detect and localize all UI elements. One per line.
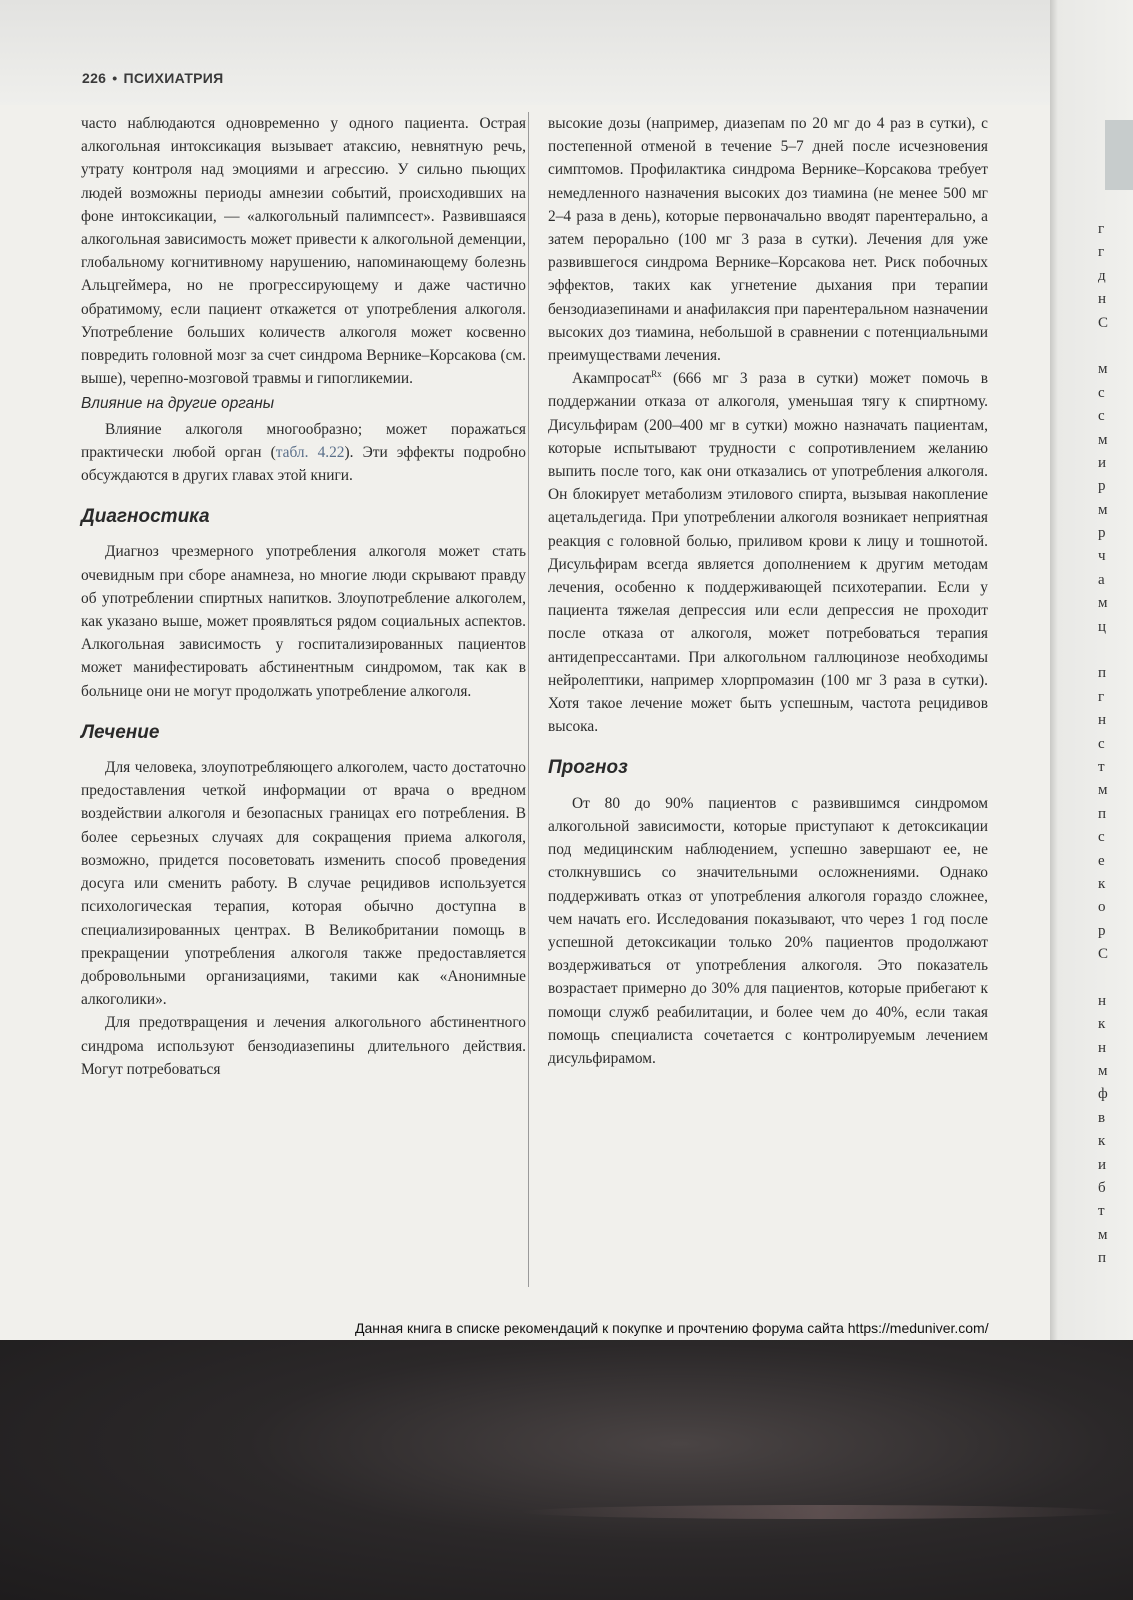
next-page-letter: м [1098, 1226, 1108, 1243]
watermark-text: Данная книга в списке рекомендаций к покупке и прочтению форума сайта https://meduniver.com/ [355, 1320, 989, 1336]
next-page-letter: н [1098, 1039, 1107, 1056]
next-page-letter: т [1098, 758, 1105, 775]
next-page-letter: р [1098, 478, 1106, 495]
next-page-letter: с [1098, 829, 1105, 846]
prescription-marker: Rx [651, 369, 662, 380]
right-column [548, 112, 988, 1070]
next-page-color-box [1105, 120, 1133, 190]
next-page-letter: д [1098, 267, 1106, 284]
next-page-letter: а [1098, 571, 1105, 588]
next-page-letter: г [1098, 221, 1105, 237]
next-page-letter: к [1098, 1016, 1106, 1033]
next-page-letter: р [1098, 922, 1106, 939]
scan-background-shadow [0, 1340, 1133, 1600]
section-heading-treatment: Лечение [81, 721, 160, 743]
next-page-letter [1098, 967, 1128, 990]
next-page-letter [1098, 335, 1128, 358]
table-reference-link[interactable]: табл. 4.22 [275, 443, 345, 461]
next-page-letter: м [1098, 595, 1108, 612]
next-page-letter: п [1098, 805, 1107, 822]
next-page-letter: п [1098, 1250, 1107, 1267]
paragraph: Диагноз чрезмерного употребления алкоголя может стать очевидным при сборе анамнеза, но многие люди скрывают правду об употреблении спиртных напитков. Злоупотребление алкоголем, как указано выше, может проявляться рядом социальных аспектов. Алкогольная зависимость у госпитализированных пациентов может манифестировать абстинентным синдромом, так как в больнице они не могут продолжать употребление алкоголя. [81, 543, 526, 700]
section-heading-prognosis: Прогноз [548, 757, 628, 779]
next-page-letter: м [1098, 1063, 1108, 1080]
paragraph: Для предотвращения и лечения алкогольного абстинентного синдрома используют бензодиазепины длительного действия. Могут потребоваться [81, 1014, 526, 1078]
next-page-letters [1098, 218, 1128, 1271]
next-page-letter: м [1098, 361, 1108, 378]
next-page-letter: ч [1098, 548, 1106, 565]
next-page-letter: и [1098, 454, 1107, 471]
next-page-letter: е [1098, 852, 1105, 869]
next-page-letter: с [1098, 735, 1105, 752]
next-page-letter: и [1098, 1156, 1107, 1173]
scan-glare [520, 1505, 1120, 1519]
next-page-letter: к [1098, 875, 1106, 892]
next-page-letter: С [1098, 946, 1109, 963]
paragraph: Акампросат$^{Rx}$ (666 мг 3 раза в сутки) может помочь в поддержании отказа от алкоголя, уменьшая тягу к спиртному. Дисульфирам (200–400 мг в сутки) можно назначать пациентам, которые испытывают трудности с сопротивлением желанию выпить после того, как они отказались от употребления алкоголя. Он блокирует метаболизм этилового спирта, вызывая накопление ацетальдегида. При употреблении алкоголя возникает неприятная реакция с головной болью, приливом крови к лицу и тошнотой. Дисульфирам всегда является дополнением к другим методам лечения, особенно к поддерживающей психотерапии. Если у пациента тяжелая депрессия или если депрессия не проходит после отказа от алкоголя, может потребоваться терапия антидепрессантами. При алкогольном галлюцинозе необходимы нейролептики, например хлорпромазин (100 мг 3 раза в сутки). Хотя такое лечение может быть успешным, частота рецидивов высока. [548, 369, 988, 736]
next-page-letter: н [1098, 992, 1107, 1009]
next-page-letter: т [1098, 1203, 1105, 1220]
next-page-letter: с [1098, 408, 1105, 425]
next-page-letter: б [1098, 1180, 1106, 1197]
next-page-letter: с [1098, 384, 1105, 401]
next-page-letter: г [1098, 688, 1105, 705]
next-page-letter: ф [1098, 1086, 1108, 1103]
next-page-letter: С [1098, 314, 1109, 331]
next-page-letter: о [1098, 899, 1106, 916]
paragraph: часто наблюдаются одновременно у одного пациента. Острая алкогольная интоксикация вызывает атаксию, невнятную речь, утрату контроля над эмоциями и агрессию. У сильно пьющих людей возможны периоды амнезии событий, происходивших на фоне интоксикации, — «алкогольный палимпсест». Развившаяся алкогольная зависимость может привести к алкогольной деменции, глобальному когнитивному нарушению, напоминающему болезнь Альцгеймера, но не прогрессирующему и даже частично обратимому, если пациент откажется от употребления алкоголя. Употребление больших количеств алкоголя может косвенно повредить головной мозг за счет синдрома Вернике–Корсакова (см. выше), черепно-мозговой травмы и гипогликемии. [81, 115, 526, 388]
left-column [81, 112, 526, 1081]
next-page-letter: в [1098, 1109, 1106, 1126]
header-bullet: • [112, 70, 118, 86]
paragraph: высокие дозы (например, диазепам по 20 мг до 4 раз в сутки), с постепенной отменой в течение 5–7 дней после исчезновения симптомов. Профилактика синдрома Вернике–Корсакова требует немедленного назначения высоких доз тиамина (не менее 500 мг 2–4 раза в день), которые первоначально вводят парентерально, а затем перорально (100 мг 3 раза в сутки). Лечения для уже развившегося синдрома Вернике–Корсакова нет. Риск побочных эффектов, таких как угнетение дыхания при терапии бензодиазепинами и анафилаксия при парентеральном назначении высоких доз тиамина, небольшой в сравнении с потенциальными преимуществами лечения. [548, 115, 988, 365]
next-page-letter: к [1098, 1133, 1106, 1150]
paragraph: От 80 до 90% пациентов с развившимся синдромом алкогольной зависимости, которые приступают к детоксикации под медицинским наблюдением, успешно завершают ее, не столкнувшись со значительными осложнениями. Однако поддерживать отказ от употребления алкоголя гораздо сложнее, чем начать его. Исследования показывают, что через 1 год после успешной детоксикации только 20% пациентов продолжают воздерживаться от употребления алкоголя. Это показатель возрастает примерно до 30% для пациентов, которые прибегают к помощи служб реабилитации, и более чем до 40%, если такая помощь специалиста сочетается с контролируемым лечением дисульфирамом. [548, 794, 988, 1067]
next-page-letter [1098, 639, 1128, 662]
paragraph: Для человека, злоупотребляющего алкоголем, часто достаточно предоставления четкой информации от врача о вредном воздействии алкоголя и безопасных границах его потребления. В более серьезных случаях для сокращения приема алкоголя, возможно, придется посоветовать изменить способ проведения досуга или сменить работу. В случае рецидивов используется психологическая терапия, которая обычно доступна в специализированных центрах. В Великобритании помощь в прекращении употребления алкоголя также предоставляется добровольными организациями, такими как «Анонимные алкоголики». [81, 759, 526, 1009]
next-page-letter: м [1098, 501, 1108, 518]
next-page-letter: н [1098, 291, 1107, 308]
next-page-letter: м [1098, 782, 1108, 799]
column-divider [528, 112, 529, 1287]
section-heading-diagnostics: Диагностика [81, 506, 210, 528]
subheading-other-organs: Влияние на другие органы [81, 395, 275, 413]
next-page-letter: г [1098, 244, 1105, 261]
next-page-letter: м [1098, 431, 1108, 448]
book-section-title: ПСИХИАТРИЯ [123, 70, 224, 86]
running-head [82, 70, 224, 86]
next-page-letter: н [1098, 712, 1107, 729]
next-page-letter: ц [1098, 618, 1107, 635]
next-page-letter: п [1098, 665, 1107, 682]
paragraph: Влияние алкоголя многообразно; может поражаться практически любой орган (табл. 4.22). Эти эффекты подробно обсуждаются в других главах этой книги. [81, 420, 526, 485]
page-number: 226 [82, 70, 107, 86]
header-band [0, 0, 1050, 105]
next-page-letter: р [1098, 525, 1106, 542]
